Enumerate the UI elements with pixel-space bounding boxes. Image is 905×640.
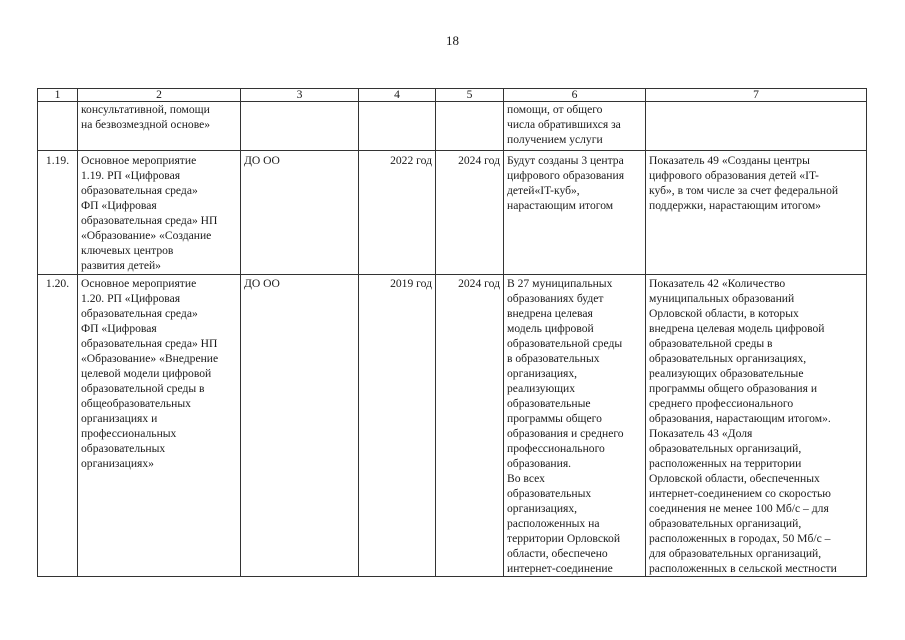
cell-text-line: числа обратившихся за <box>507 118 621 131</box>
measures-table <box>37 88 867 577</box>
cell-text-line: образования, нарастающим итогом». <box>649 412 831 425</box>
cell-text-line: для образовательных организаций, <box>649 547 822 560</box>
row-number-cell <box>38 102 78 151</box>
cell-text-line: Основное мероприятие <box>81 277 197 290</box>
start-year-cell: 2022 год <box>359 151 436 275</box>
table-row <box>38 102 867 151</box>
cell-text-line: образовательных организаций, <box>649 442 802 455</box>
cell-text-line: общеобразовательных <box>81 397 191 410</box>
measure-name-cell <box>78 102 241 151</box>
cell-text-line: образовательной среды <box>507 337 623 350</box>
header-cell: 6 <box>504 89 646 102</box>
cell-text-line: цифрового образования <box>507 169 625 182</box>
cell-text-line: образовательная среда» НП <box>81 214 218 227</box>
cell-text-line: расположенных в сельской местности <box>649 562 837 575</box>
end-year-cell <box>436 102 504 151</box>
cell-text-line: образования. <box>507 457 572 470</box>
cell-text-line: расположенных в городах, 50 Мб/с – <box>649 532 831 545</box>
cell-text-line: «Образование» «Внедрение <box>81 352 219 365</box>
cell-text-line: 1.20. РП «Цифровая <box>81 292 181 305</box>
indicator-cell <box>646 102 867 151</box>
cell-text-line: получением услуги <box>507 133 603 146</box>
cell-text-line: образовательная среда» НП <box>81 337 218 350</box>
cell-text-line: развития детей» <box>81 259 161 272</box>
cell-text-line: среднего профессионального <box>649 397 794 410</box>
cell-text-line: организациях и <box>81 412 158 425</box>
cell-text-line: расположенных на территории <box>649 457 802 470</box>
cell-text-line: интернет-соединением со скоростью <box>649 487 831 500</box>
table-row <box>38 151 867 275</box>
table-header-row <box>38 89 867 102</box>
end-year-cell: 2024 год <box>436 151 504 275</box>
expected-result-cell <box>504 275 646 577</box>
header-cell: 7 <box>646 89 867 102</box>
table-row <box>38 275 867 577</box>
cell-text-line: образовательные <box>507 397 591 410</box>
cell-text-line: Показатель 43 «Доля <box>649 427 753 440</box>
cell-text-line: образования и среднего <box>507 427 624 440</box>
cell-text-line: образовательная среда» <box>81 307 198 320</box>
header-cell: 2 <box>78 89 241 102</box>
executor-cell <box>241 102 359 151</box>
cell-text-line: Показатель 42 «Количество <box>649 277 786 290</box>
header-cell: 1 <box>38 89 78 102</box>
header-cell: 4 <box>359 89 436 102</box>
cell-text-line: области, обеспечено <box>507 547 608 560</box>
cell-text-line: на безвозмездной основе» <box>81 118 211 131</box>
indicator-cell <box>646 275 867 577</box>
cell-text-line: профессионального <box>507 442 605 455</box>
expected-result-cell <box>504 102 646 151</box>
cell-text-line: консультативной, помощи <box>81 103 210 116</box>
cell-text-line: Показатель 49 «Созданы центры <box>649 154 810 167</box>
cell-text-line: нарастающим итогом <box>507 199 614 212</box>
cell-text-line: помощи, от общего <box>507 103 603 116</box>
end-year-cell: 2024 год <box>436 275 504 577</box>
header-cell: 3 <box>241 89 359 102</box>
cell-text-line: детей«IT-куб», <box>507 184 580 197</box>
cell-text-line: целевой модели цифровой <box>81 367 212 380</box>
cell-text-line: образовательных организациях, <box>649 352 807 365</box>
cell-text-line: организациях» <box>81 457 154 470</box>
cell-text-line: Основное мероприятие <box>81 154 197 167</box>
row-number-cell: 1.19. <box>38 151 78 275</box>
cell-text-line: «Образование» «Создание <box>81 229 212 242</box>
cell-text-line: образовательной среды в <box>649 337 773 350</box>
start-year-cell: 2019 год <box>359 275 436 577</box>
cell-text-line: образовательных <box>507 487 592 500</box>
cell-text-line: ФП «Цифровая <box>81 322 157 335</box>
cell-text-line: цифрового образования детей «IT- <box>649 169 819 182</box>
cell-text-line: программы общего <box>507 412 602 425</box>
start-year-cell <box>359 102 436 151</box>
cell-text-line: В 27 муниципальных <box>507 277 613 290</box>
cell-text-line: образованиях будет <box>507 292 604 305</box>
cell-text-line: образовательных организаций, <box>649 517 802 530</box>
header-cell: 5 <box>436 89 504 102</box>
cell-text-line: соединения не менее 100 Мб/с – для <box>649 502 829 515</box>
cell-text-line: внедрена целевая модель цифровой <box>649 322 825 335</box>
measure-name-cell <box>78 151 241 275</box>
cell-text-line: образовательных <box>81 442 166 455</box>
cell-text-line: внедрена целевая <box>507 307 593 320</box>
cell-text-line: Будут созданы 3 центра <box>507 154 624 167</box>
cell-text-line: ФП «Цифровая <box>81 199 157 212</box>
cell-text-line: поддержки, нарастающим итогом» <box>649 199 821 212</box>
cell-text-line: муниципальных образований <box>649 292 795 305</box>
indicator-cell <box>646 151 867 275</box>
cell-text-line: программы общего образования и <box>649 382 818 395</box>
cell-text-line: образовательной среды в <box>81 382 205 395</box>
cell-text-line: 1.19. РП «Цифровая <box>81 169 181 182</box>
cell-text-line: образовательная среда» <box>81 184 198 197</box>
cell-text-line: ключевых центров <box>81 244 174 257</box>
cell-text-line: реализующих <box>507 382 576 395</box>
cell-text-line: куб», в том числе за счет федеральной <box>649 184 839 197</box>
cell-text-line: интернет-соединение <box>507 562 613 575</box>
measure-name-cell <box>78 275 241 577</box>
cell-text-line: профессиональных <box>81 427 177 440</box>
cell-text-line: модель цифровой <box>507 322 594 335</box>
executor-cell: ДО ОО <box>241 275 359 577</box>
cell-text-line: организациях, <box>507 502 578 515</box>
executor-cell: ДО ОО <box>241 151 359 275</box>
cell-text-line: Орловской области, обеспеченных <box>649 472 820 485</box>
row-number-cell: 1.20. <box>38 275 78 577</box>
cell-text-line: Орловской области, в которых <box>649 307 799 320</box>
cell-text-line: организациях, <box>507 367 578 380</box>
cell-text-line: реализующих образовательные <box>649 367 804 380</box>
cell-text-line: территории Орловской <box>507 532 621 545</box>
cell-text-line: расположенных на <box>507 517 600 530</box>
cell-text-line: в образовательных <box>507 352 600 365</box>
cell-text-line: Во всех <box>507 472 545 485</box>
page-number: 18 <box>446 33 459 48</box>
expected-result-cell <box>504 151 646 275</box>
